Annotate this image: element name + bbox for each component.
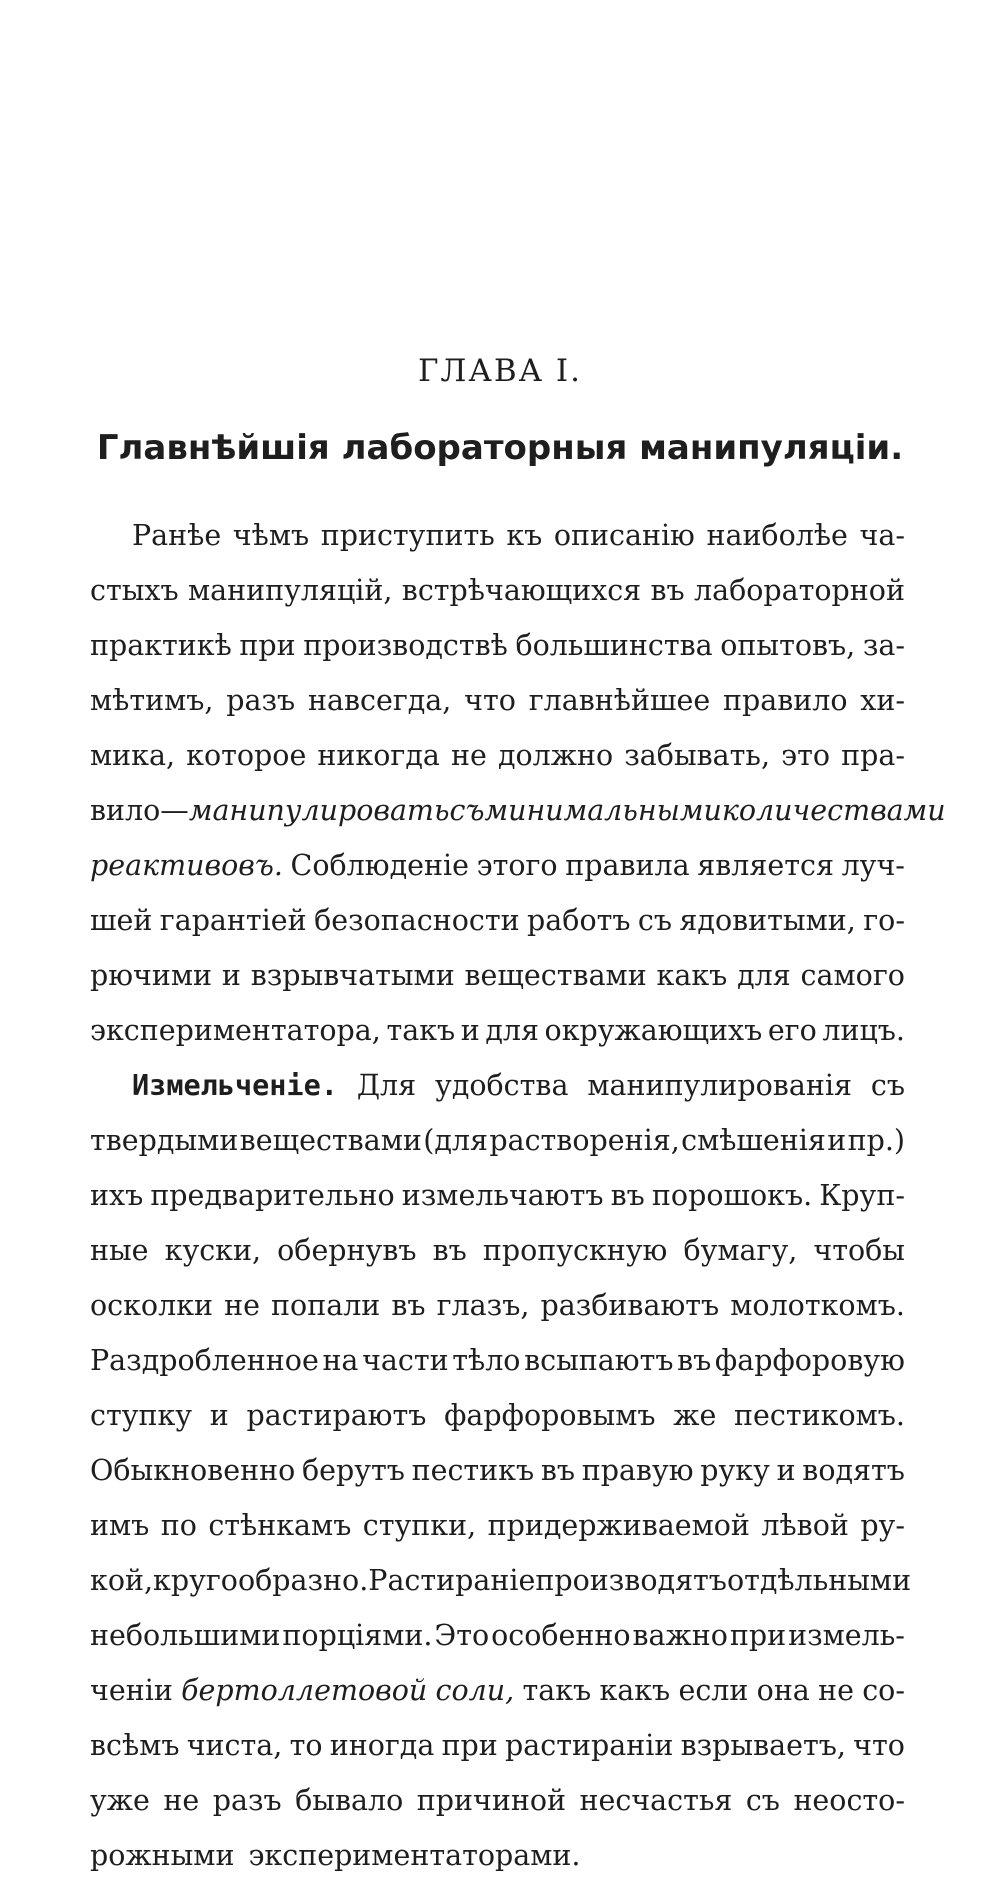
word: куски, bbox=[164, 1234, 262, 1267]
word: она bbox=[756, 1674, 810, 1707]
word: хи- bbox=[860, 684, 905, 717]
word: Растираніе bbox=[368, 1564, 536, 1597]
word: руку bbox=[700, 1454, 770, 1487]
word: въ bbox=[677, 1344, 712, 1377]
word: же bbox=[673, 1399, 717, 1432]
word: веществами bbox=[239, 1124, 422, 1157]
word: мѣтимъ, bbox=[90, 684, 214, 717]
word: является bbox=[697, 849, 834, 882]
word: при bbox=[729, 1619, 787, 1652]
word: особенно bbox=[491, 1619, 631, 1652]
text-line bbox=[90, 1553, 912, 1608]
word: главнѣйшее bbox=[528, 684, 711, 717]
word: берутъ bbox=[301, 1454, 405, 1487]
word: Соблюденіе bbox=[290, 849, 469, 882]
text-line bbox=[90, 838, 905, 893]
word: смѣшенія bbox=[681, 1124, 826, 1157]
word: лѣвой bbox=[761, 1509, 849, 1542]
word: удобства bbox=[435, 1069, 569, 1102]
word: ихъ bbox=[90, 1179, 144, 1212]
word: экспериментатора, bbox=[90, 1014, 381, 1047]
word: которое bbox=[186, 739, 307, 772]
word: молоткомъ. bbox=[730, 1289, 905, 1322]
word: къ bbox=[506, 519, 543, 552]
word: стѣнкамъ bbox=[208, 1509, 352, 1542]
word: при bbox=[239, 629, 296, 662]
word: должно bbox=[497, 739, 614, 772]
word: стыхъ bbox=[90, 574, 179, 607]
word: съ bbox=[870, 1069, 905, 1102]
word: гарантіей bbox=[159, 904, 307, 937]
word: и bbox=[209, 1399, 229, 1432]
word: какъ bbox=[599, 1674, 671, 1707]
word: такъ bbox=[386, 1014, 456, 1047]
word: соли, bbox=[435, 1674, 515, 1707]
word: ядовитыми, bbox=[679, 904, 856, 937]
text-line bbox=[90, 1278, 905, 1333]
word: Это bbox=[434, 1619, 490, 1652]
text-line bbox=[90, 1113, 905, 1168]
text-line bbox=[90, 1223, 905, 1278]
word: глазъ, bbox=[436, 1289, 530, 1322]
word: не bbox=[450, 739, 487, 772]
chapter-label: ГЛАВА I. bbox=[417, 353, 583, 389]
text-line bbox=[90, 673, 905, 728]
word: ступку bbox=[90, 1399, 193, 1432]
word: забывать, bbox=[624, 739, 771, 772]
word: Измельченіе. bbox=[132, 1069, 338, 1102]
word: работъ bbox=[527, 904, 631, 937]
word: порціями. bbox=[282, 1619, 433, 1652]
text-line bbox=[90, 563, 905, 618]
word: лабораторной bbox=[693, 574, 905, 607]
word: съ bbox=[745, 1784, 780, 1817]
word: ные bbox=[90, 1234, 149, 1267]
word: кой, bbox=[90, 1564, 154, 1597]
word: манипулировать bbox=[188, 794, 450, 827]
text-line bbox=[90, 1828, 905, 1883]
word: пестикомъ. bbox=[734, 1399, 905, 1432]
text-line bbox=[90, 1773, 905, 1828]
word: небольшими bbox=[90, 1619, 281, 1652]
word: со- bbox=[862, 1674, 905, 1707]
word: манипуляцій, bbox=[187, 574, 393, 607]
text-line bbox=[90, 783, 946, 838]
text-line bbox=[90, 1663, 905, 1718]
text-line bbox=[90, 508, 905, 563]
word: всѣмъ bbox=[90, 1729, 180, 1762]
word: если bbox=[678, 1674, 749, 1707]
text-line bbox=[90, 948, 905, 1003]
word: въ bbox=[540, 1454, 575, 1487]
word: вило— bbox=[90, 794, 189, 827]
word: фарфоровую bbox=[714, 1344, 905, 1377]
word: бумагу, bbox=[683, 1234, 798, 1267]
word: придерживаемой bbox=[487, 1509, 750, 1542]
word: шей bbox=[90, 904, 153, 937]
word: водятъ bbox=[802, 1454, 905, 1487]
word: Ранѣе bbox=[132, 519, 222, 552]
word: за- bbox=[862, 629, 905, 662]
word: ру- bbox=[860, 1509, 905, 1542]
word: всыпаютъ bbox=[524, 1344, 674, 1377]
text-line bbox=[90, 893, 905, 948]
word: для bbox=[485, 1014, 539, 1047]
word: описанію bbox=[553, 519, 695, 552]
word: встрѣчающихся bbox=[401, 574, 642, 607]
word: количествами bbox=[721, 794, 946, 827]
text-line bbox=[90, 1058, 905, 1113]
word: осколки bbox=[90, 1289, 214, 1322]
word: луч- bbox=[841, 849, 905, 882]
word: то bbox=[289, 1729, 323, 1762]
word: (для bbox=[423, 1124, 488, 1157]
word: навсегда, bbox=[307, 684, 452, 717]
word: экспериментаторами. bbox=[248, 1839, 581, 1872]
word: приступить bbox=[320, 519, 495, 552]
word: фарфоровымъ bbox=[444, 1399, 656, 1432]
word: для bbox=[737, 959, 791, 992]
word: не bbox=[163, 1784, 200, 1817]
word: окружающихъ bbox=[544, 1014, 763, 1047]
word: не bbox=[818, 1674, 854, 1707]
word: растираніи bbox=[505, 1729, 674, 1762]
word: этого bbox=[476, 849, 558, 882]
word: по bbox=[160, 1509, 197, 1542]
word: бертоллетовой bbox=[181, 1674, 428, 1707]
word: Раздробленное bbox=[90, 1344, 319, 1377]
word: съ bbox=[637, 904, 673, 937]
word: попали bbox=[271, 1289, 381, 1322]
chapter-title: Главнѣйшія лабораторныя манипуляціи. bbox=[96, 428, 904, 468]
word: безопасности bbox=[314, 904, 520, 937]
word: минимальными bbox=[484, 794, 722, 827]
word: уже bbox=[90, 1784, 150, 1817]
text-line bbox=[90, 1388, 905, 1443]
word: твердыми bbox=[90, 1124, 239, 1157]
word: большинства bbox=[515, 629, 713, 662]
word: причиной bbox=[416, 1784, 566, 1817]
word: чтобы bbox=[813, 1234, 905, 1267]
word: порошокъ. bbox=[651, 1179, 813, 1212]
word: это bbox=[781, 739, 831, 772]
word: ча- bbox=[859, 519, 905, 552]
word: ченіи bbox=[90, 1674, 173, 1707]
word: правило bbox=[722, 684, 848, 717]
word: самого bbox=[800, 959, 905, 992]
text-line bbox=[90, 1718, 905, 1773]
word: кругообразно. bbox=[153, 1564, 369, 1597]
word: его bbox=[767, 1014, 817, 1047]
word: и bbox=[827, 1124, 847, 1157]
word: что bbox=[853, 1729, 905, 1762]
word: манипулированія bbox=[587, 1069, 852, 1102]
word: рожными bbox=[90, 1839, 235, 1872]
word: измель- bbox=[788, 1619, 905, 1652]
word: реактивовъ. bbox=[90, 849, 283, 882]
word: го- bbox=[863, 904, 905, 937]
word: бывало bbox=[295, 1784, 404, 1817]
word: опытовъ, bbox=[720, 629, 856, 662]
word: разъ bbox=[212, 1784, 282, 1817]
word: веществами bbox=[464, 959, 647, 992]
word: растворенія, bbox=[489, 1124, 680, 1157]
word: несчастья bbox=[579, 1784, 733, 1817]
word: рючими bbox=[90, 959, 213, 992]
word: неосто- bbox=[793, 1784, 905, 1817]
text-line bbox=[90, 1168, 905, 1223]
word: растираютъ bbox=[246, 1399, 427, 1432]
text-line bbox=[90, 1443, 905, 1498]
word: въ bbox=[650, 574, 685, 607]
word: и bbox=[776, 1454, 796, 1487]
word: въ bbox=[391, 1289, 426, 1322]
word: практикѣ bbox=[90, 629, 232, 662]
text-line bbox=[90, 1333, 905, 1388]
word: части bbox=[362, 1344, 449, 1377]
word: Круп- bbox=[819, 1179, 905, 1212]
text-line bbox=[90, 1003, 905, 1058]
word: такъ bbox=[522, 1674, 592, 1707]
word: и bbox=[221, 959, 241, 992]
word: тѣло bbox=[452, 1344, 521, 1377]
word: пр.) bbox=[847, 1124, 905, 1157]
word: Обыкновенно bbox=[90, 1454, 296, 1487]
word: ступки, bbox=[362, 1509, 477, 1542]
word: правила bbox=[565, 849, 690, 882]
word: Для bbox=[356, 1069, 417, 1102]
word: мика, bbox=[90, 739, 176, 772]
text-line bbox=[90, 728, 905, 783]
body-text bbox=[90, 508, 946, 1883]
word: пра- bbox=[841, 739, 905, 772]
word: лицъ. bbox=[822, 1014, 905, 1047]
word: иногда bbox=[329, 1729, 435, 1762]
word: какъ bbox=[656, 959, 728, 992]
word: на bbox=[322, 1344, 359, 1377]
word: и bbox=[460, 1014, 480, 1047]
word: наиболѣе bbox=[706, 519, 848, 552]
word: производятъ bbox=[535, 1564, 727, 1597]
word: отдѣльными bbox=[726, 1564, 912, 1597]
word: предварительно bbox=[150, 1179, 395, 1212]
word: чѣмъ bbox=[232, 519, 310, 552]
text-line bbox=[90, 1608, 905, 1663]
word: никогда bbox=[317, 739, 440, 772]
word: съ bbox=[449, 794, 485, 827]
word: въ bbox=[432, 1234, 467, 1267]
word: не bbox=[224, 1289, 260, 1322]
word: взрывчатыми bbox=[250, 959, 455, 992]
word: что bbox=[464, 684, 516, 717]
text-line bbox=[90, 618, 905, 673]
word: пропускную bbox=[482, 1234, 668, 1267]
word: производствѣ bbox=[303, 629, 508, 662]
word: разбиваютъ bbox=[540, 1289, 720, 1322]
word: въ bbox=[610, 1179, 645, 1212]
word: разъ bbox=[226, 684, 296, 717]
word: важно bbox=[632, 1619, 728, 1652]
word: при bbox=[441, 1729, 498, 1762]
word: взрываетъ, bbox=[680, 1729, 846, 1762]
word: пестикъ bbox=[411, 1454, 535, 1487]
word: имъ bbox=[90, 1509, 150, 1542]
word: обернувъ bbox=[277, 1234, 417, 1267]
word: чиста, bbox=[186, 1729, 283, 1762]
word: измельчаютъ bbox=[401, 1179, 604, 1212]
text-line bbox=[90, 1498, 905, 1553]
word: правую bbox=[581, 1454, 694, 1487]
